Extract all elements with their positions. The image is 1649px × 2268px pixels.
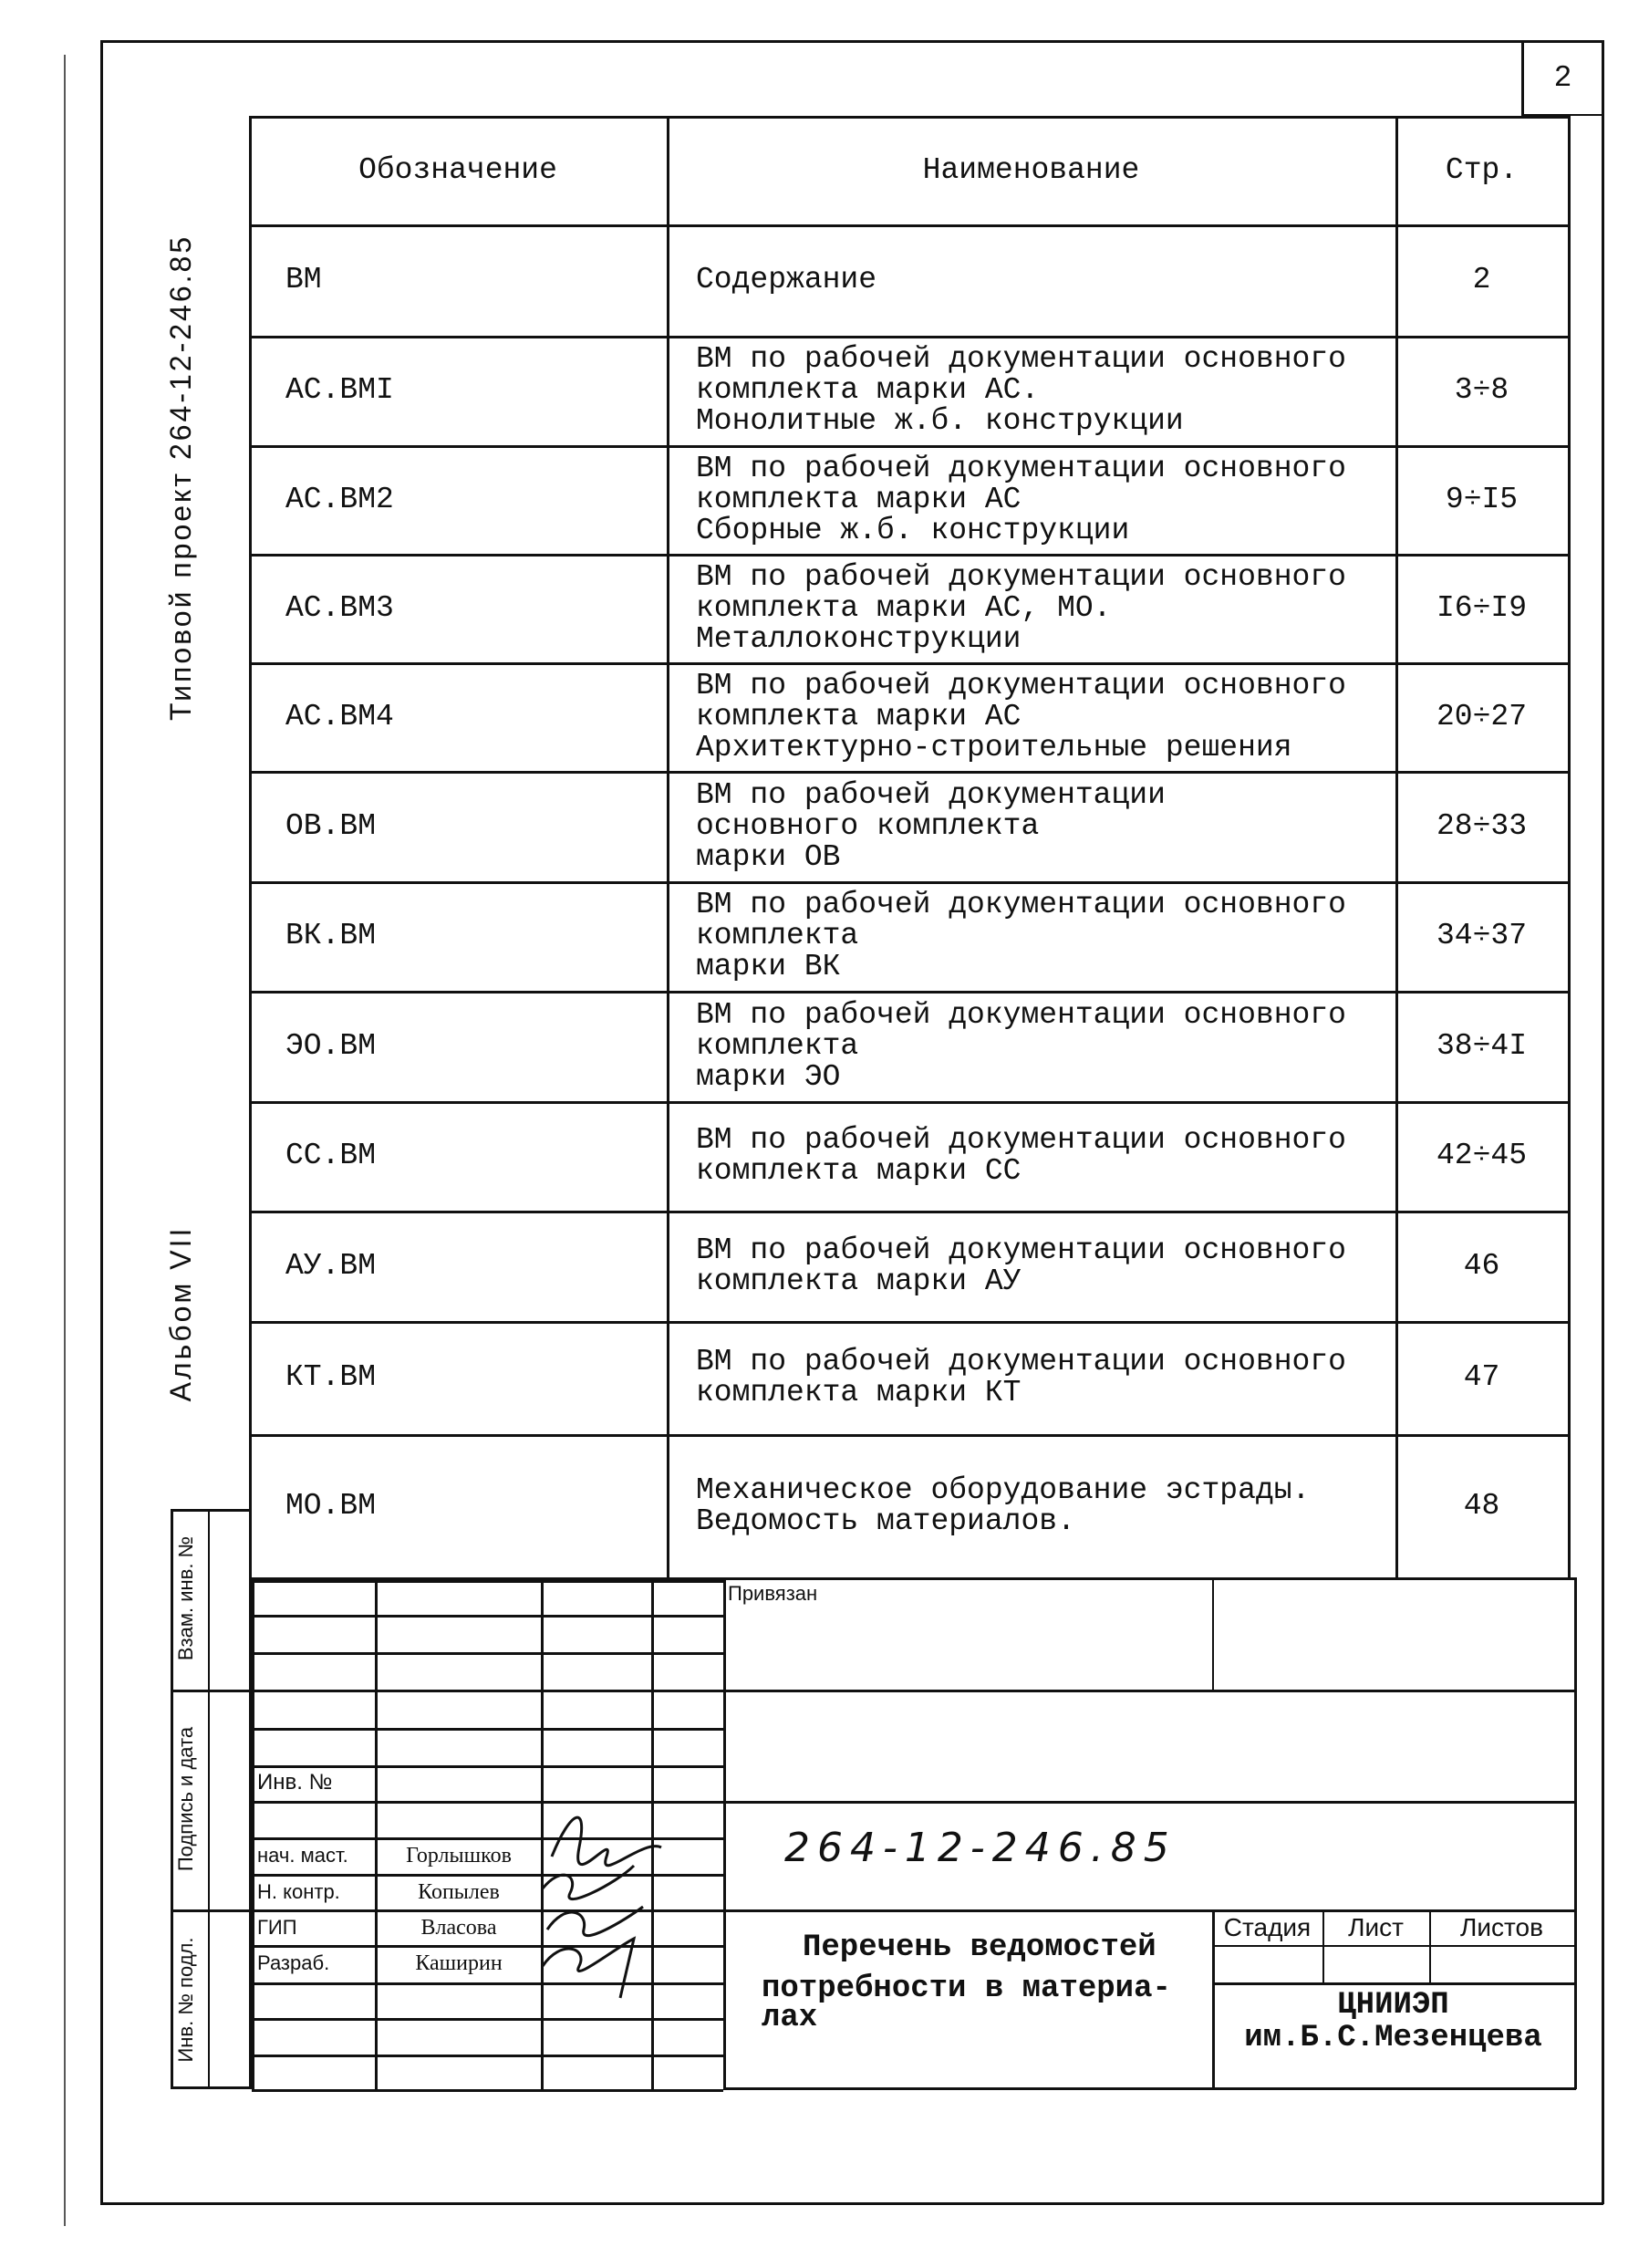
- row-name-line: марки ЭО: [696, 1059, 841, 1094]
- binding-line: [64, 55, 66, 2226]
- stamp-divider: [723, 1690, 1576, 1692]
- frame-left: [100, 40, 103, 2204]
- stamp-row-divider: [252, 1690, 723, 1692]
- role-label: Н. контр.: [257, 1880, 340, 1903]
- stamp-row-divider: [252, 1652, 723, 1655]
- row-name-line: Ведомость материалов.: [696, 1503, 1075, 1538]
- row-name-line: Механическое оборудование эстрады.: [696, 1472, 1311, 1507]
- stamp-border-bottom: [723, 2087, 1576, 2090]
- person-name: Копылев: [418, 1880, 500, 1904]
- row-page: 28÷33: [1436, 808, 1528, 843]
- person-name: Горлышков: [406, 1844, 512, 1867]
- stamp-divider: [1212, 1982, 1574, 1985]
- row-name-line: ВМ по рабочей документации основного: [696, 1123, 1346, 1157]
- row-name-line: комплекта марки СС: [696, 1154, 1022, 1188]
- document-title-line: Перечень ведомостей: [803, 1930, 1156, 1965]
- row-page: 38÷4I: [1436, 1028, 1528, 1063]
- row-name: [696, 336, 1395, 445]
- row-page: 9÷I5: [1445, 482, 1519, 516]
- row-page: 42÷45: [1436, 1139, 1528, 1172]
- row-name: [696, 1434, 1395, 1577]
- document-code: 264-12-246.85: [784, 1825, 1177, 1871]
- stamp-column-divider: [723, 1580, 726, 2089]
- row-name-line: Архитектурно-строительные решения: [696, 730, 1292, 765]
- frame-right: [1602, 40, 1604, 2204]
- stamp-row-divider: [252, 1765, 723, 1768]
- stage-label: Стадия: [1223, 1912, 1312, 1941]
- row-name-line: комплекта: [696, 1028, 859, 1063]
- sheets-label: Листов: [1460, 1912, 1543, 1941]
- person-name: Каширин: [415, 1951, 503, 1975]
- stamp-divider: [1212, 1580, 1214, 1690]
- row-name-line: марки ОВ: [696, 839, 841, 874]
- row-name: [696, 445, 1395, 554]
- frame-bottom: [100, 2202, 1603, 2205]
- row-designation: ВМ: [285, 263, 322, 297]
- row-name-line: комплекта марки АС.: [696, 373, 1040, 407]
- row-page: 20÷27: [1436, 699, 1528, 733]
- stamp-column-divider: [252, 1580, 254, 2089]
- organization-line: им.Б.С.Мезенцева: [1244, 2021, 1542, 2055]
- row-name-line: Монолитные ж.б. конструкции: [696, 404, 1184, 438]
- document-title-line: лах: [762, 2001, 818, 2035]
- row-designation: АС.ВМ2: [285, 482, 394, 516]
- privyazan-label: Привязан: [728, 1582, 818, 1605]
- person-name: Власова: [420, 1916, 497, 1940]
- row-designation: АС.ВМ4: [285, 699, 394, 733]
- row-name-line: комплекта марки КТ: [696, 1376, 1022, 1410]
- signatures: [534, 1802, 689, 2003]
- row-name: [696, 991, 1395, 1101]
- stamp-row-divider: [252, 2089, 723, 2092]
- row-designation: АС.ВМI: [285, 373, 394, 407]
- row-name: [696, 554, 1395, 662]
- row-name-line: комплекта: [696, 919, 859, 952]
- row-name: [696, 1211, 1395, 1321]
- document-title-line: потребности в материа-: [762, 1971, 1171, 2006]
- organization-line: ЦНИИЭП: [1337, 1988, 1449, 2023]
- row-name-line: комплекта марки АС: [696, 699, 1022, 733]
- row-page: 2: [1472, 263, 1491, 297]
- stamp-row-divider: [252, 2018, 723, 2021]
- sheet-number: 2: [1553, 61, 1572, 95]
- row-name-line: ВМ по рабочей документации основного: [696, 451, 1346, 485]
- role-label: ГИП: [257, 1916, 297, 1939]
- row-name: [696, 224, 1395, 336]
- row-designation: АУ.ВМ: [285, 1248, 377, 1283]
- row-name-line: ВМ по рабочей документации: [696, 777, 1166, 812]
- row-name-line: Сборные ж.б. конструкции: [696, 513, 1130, 547]
- row-page: 48: [1463, 1488, 1500, 1523]
- header-name: Наименование: [922, 152, 1140, 187]
- stamp-column-divider: [375, 1580, 378, 2089]
- album-label: Альбом VII: [164, 1225, 197, 1402]
- row-name-line: комплекта марки АС: [696, 482, 1022, 516]
- document-title: [762, 1925, 1171, 2035]
- row-designation: ЭО.ВМ: [285, 1028, 377, 1063]
- row-designation: ОВ.ВМ: [285, 808, 377, 843]
- row-designation: МО.ВМ: [285, 1488, 377, 1523]
- row-page: 3÷8: [1454, 373, 1509, 407]
- inv-podl-label: Инв. № подл.: [174, 1937, 197, 2063]
- row-name-line: ВМ по рабочей документации основного: [696, 559, 1346, 594]
- header-designation: Обозначение: [358, 152, 557, 187]
- row-name-line: ВМ по рабочей документации основного: [696, 668, 1346, 702]
- row-page: 34÷37: [1436, 919, 1528, 952]
- row-name-line: основного комплекта: [696, 808, 1040, 843]
- row-name: [696, 771, 1395, 881]
- row-name-line: ВМ по рабочей документации основного: [696, 888, 1346, 921]
- row-page: I6÷I9: [1436, 590, 1528, 625]
- project-label: Типовой проект 264-12-246.85: [164, 234, 197, 721]
- role-label: Разраб.: [257, 1951, 330, 1974]
- vzam-inv-label: Взам. инв. №: [174, 1535, 197, 1661]
- row-name-line: Содержание: [696, 263, 877, 297]
- header-page: Стр.: [1445, 152, 1519, 187]
- row-name-line: марки ВК: [696, 950, 841, 983]
- row-name: [696, 662, 1395, 771]
- stamp-border-top: [723, 1577, 1576, 1580]
- sheet-label: Лист: [1348, 1912, 1404, 1941]
- row-name: [696, 1321, 1395, 1434]
- row-name-line: ВМ по рабочей документации основного: [696, 1233, 1346, 1267]
- stamp-row-divider: [252, 1728, 723, 1731]
- row-name-line: ВМ по рабочей документации основного: [696, 997, 1346, 1032]
- row-designation: ВК.ВМ: [285, 919, 377, 952]
- row-designation: КТ.ВМ: [285, 1360, 377, 1394]
- row-name-line: комплекта марки АС, МО.: [696, 590, 1112, 625]
- stamp-row-divider: [252, 2055, 723, 2057]
- row-designation: АС.ВМ3: [285, 590, 394, 625]
- row-designation: СС.ВМ: [285, 1139, 377, 1172]
- stamp-divider: [723, 1801, 1576, 1804]
- role-label: нач. маст.: [257, 1844, 348, 1867]
- stamp-row-divider: [252, 1615, 723, 1618]
- row-name: [696, 881, 1395, 991]
- organization: [1212, 1989, 1574, 2055]
- row-name-line: комплекта марки АУ: [696, 1264, 1022, 1298]
- podpis-data-label: Подпись и дата: [174, 1726, 197, 1872]
- stamp-row-divider: [252, 1580, 723, 1583]
- inv-no-label: Инв. №: [257, 1770, 333, 1795]
- row-name-line: ВМ по рабочей документации основного: [696, 342, 1346, 376]
- side-stamp-divider: [208, 1509, 210, 2089]
- row-page: 47: [1463, 1360, 1500, 1394]
- frame-top: [100, 40, 1603, 43]
- row-name-line: ВМ по рабочей документации основного: [696, 1345, 1346, 1378]
- row-name: [696, 1101, 1395, 1211]
- row-name-line: Металлоконструкции: [696, 621, 1022, 656]
- stamp-divider: [1212, 1945, 1574, 1947]
- row-page: 46: [1463, 1248, 1500, 1283]
- stamp-border-right: [1574, 1577, 1577, 2089]
